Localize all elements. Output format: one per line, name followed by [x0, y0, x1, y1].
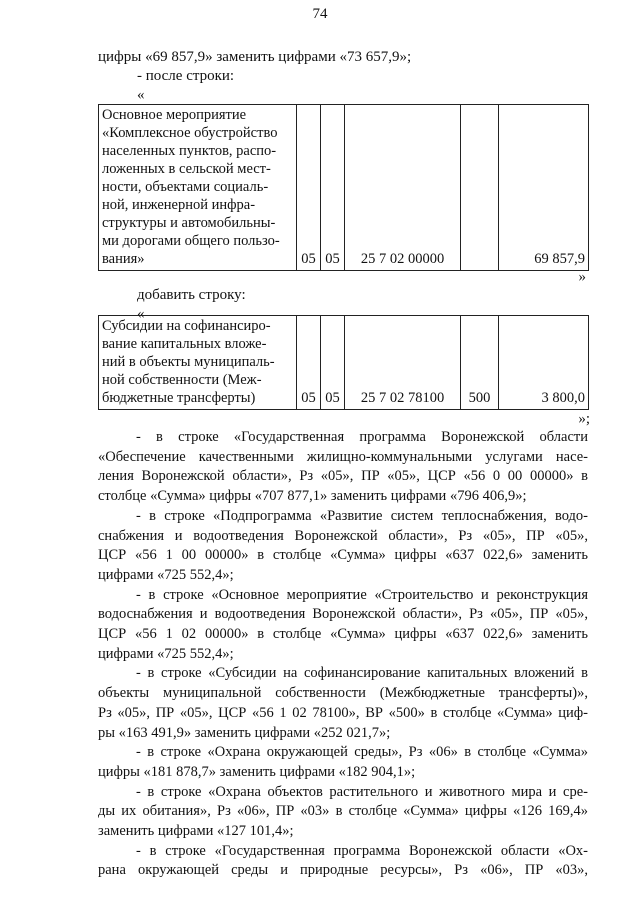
rz-cell: 05 — [297, 105, 321, 271]
add-row-text: добавить строку: — [137, 287, 246, 303]
budget-table-existing-row — [98, 104, 589, 271]
rz-cell: 05 — [297, 316, 321, 410]
amendment-paragraph: - в строке «Охрана окружающей среды», Рз «06» в столбце «Сумма» цифры «181 878,7» заменить цифрами «182 904,1»; — [98, 744, 588, 780]
pr-cell: 05 — [321, 316, 345, 410]
csr-cell: 25 7 02 78100 — [345, 316, 461, 410]
row-name-cell: Основное мероприятие «Комплексное обустройство населенных пунктов, распо- ложенных в сельской мест- ности, объектами социаль- ной, инженерной инфра- структуры и автомобильны- ми дорогами общего пользо- вания» — [99, 105, 297, 271]
open-quote-1: « — [137, 87, 145, 103]
after-row-text: - после строки: — [137, 68, 235, 84]
close-quote-2: »; — [578, 411, 590, 427]
row-name-cell: Субсидии на софинансиро- вание капитальных вложе- ний в объекты муниципаль- ной собственности (Меж- бюджетные трансферты) — [99, 316, 297, 410]
csr-cell: 25 7 02 00000 — [345, 105, 461, 271]
page-number: 74 — [312, 6, 328, 22]
budget-table-new-row — [98, 315, 589, 410]
amendment-paragraph: - в строке «Государственная программа Воронежской области «Ох- рана окружающей среды и природные ресурсы», Рз «06», ПР «03», — [98, 842, 588, 879]
vr-cell: 500 — [461, 316, 499, 410]
sum-cell: 69 857,9 — [499, 105, 589, 271]
sum-cell: 3 800,0 — [499, 316, 589, 410]
pre-text: цифры «69 857,9» заменить цифрами «73 657,9»; — [98, 49, 412, 65]
amendments-text — [98, 428, 588, 881]
table-row — [99, 316, 589, 410]
vr-cell — [461, 105, 499, 271]
open-quote-2: « — [137, 306, 145, 322]
amendment-paragraph: - в строке «Государственная программа Воронежской области «Обеспечение качественными жилищно-коммунальными услугами насе- ления Воронежской области», Рз «05», ПР «05», ЦСР «56 0 00 00000» в столбце «Сумма» цифры «707 877,1» заменить цифрами «796 406,9»; — [98, 429, 588, 505]
table-row — [99, 105, 589, 271]
pr-cell: 05 — [321, 105, 345, 271]
close-quote-1: » — [578, 269, 586, 285]
amendment-paragraph: - в строке «Охрана объектов растительного и животного мира и сре- ды их обитания», Рз «06», ПР «03» в столбце «Сумма» цифры «126 169,4» заменить цифрами «127 101,4»; — [98, 783, 588, 840]
amendment-paragraph: - в строке «Субсидии на софинансирование капитальных вложений в объекты муниципальной собственности (Межбюджетные трансферты)», Рз «05», ПР «05», ЦСР «56 1 02 78100», ВР «500» в столбце «Сумма» циф- ры «163 491,9» заменить цифрами «252 021,7»; — [98, 665, 588, 741]
amendment-paragraph: - в строке «Основное мероприятие «Строительство и реконструкция водоснабжения и водоотведения Воронежской области», Рз «05», ПР «05», ЦСР «56 1 02 00000» в столбце «Сумма» цифры «637 022,6» заменить цифрами «725 552,4»; — [98, 586, 588, 662]
amendment-paragraph: - в строке «Подпрограмма «Развитие систем теплоснабжения, водо- снабжения и водоотведения Воронежской области», Рз «05», ПР «05», ЦСР «56 1 00 00000» в столбце «Сумма» цифры «637 022,6» заменить цифрами «725 552,4»; — [98, 507, 588, 583]
